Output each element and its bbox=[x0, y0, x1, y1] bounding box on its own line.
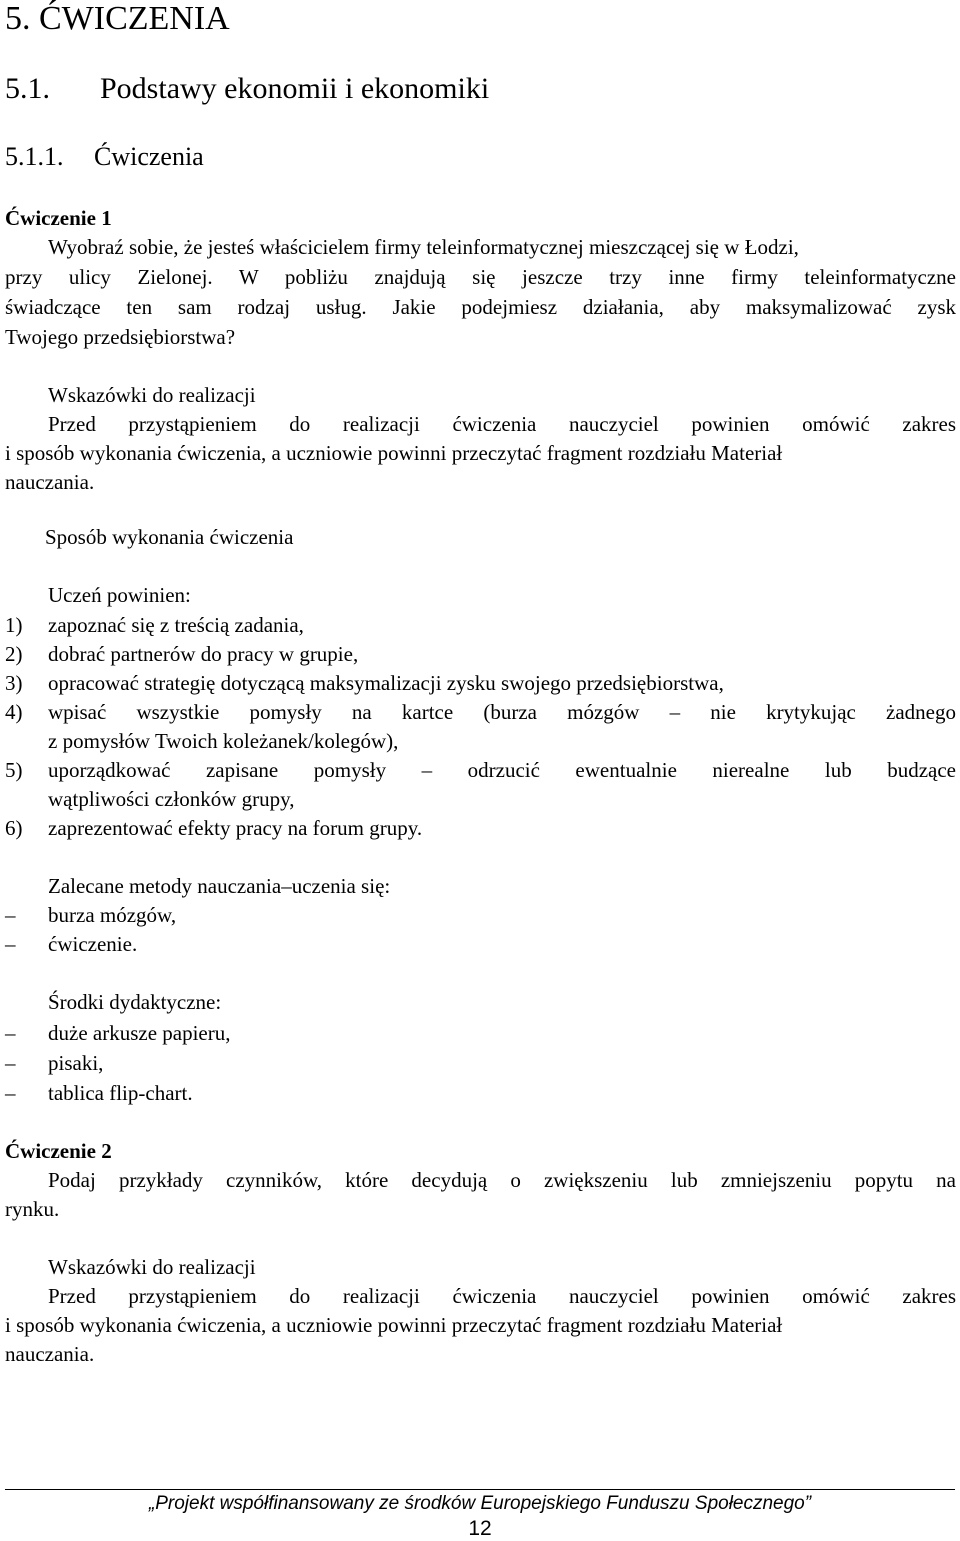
exercise-2-hints-line: Przed przystąpieniem do realizacji ćwiczenia nauczyciel powinien omówić zakres bbox=[48, 1284, 956, 1308]
exercise-1-hints-title: Wskazówki do realizacji bbox=[48, 383, 256, 407]
methods-title: Zalecane metody nauczania–uczenia się: bbox=[48, 874, 391, 898]
subsection-number: 5.1.1. bbox=[5, 142, 64, 171]
method-item: ćwiczenie. bbox=[48, 932, 138, 956]
section-number: 5.1. bbox=[5, 72, 50, 105]
bullet-dash: – bbox=[5, 1021, 16, 1045]
step-text: opracować strategię dotyczącą maksymalizacji zysku swojego przedsiębiorstwa, bbox=[48, 671, 724, 695]
exercise-2-hints-title: Wskazówki do realizacji bbox=[48, 1255, 256, 1279]
footer-divider bbox=[5, 1489, 955, 1490]
bullet-dash: – bbox=[5, 1081, 16, 1105]
step-number: 3) bbox=[5, 671, 23, 695]
step-text: dobrać partnerów do pracy w grupie, bbox=[48, 642, 359, 666]
exercise-2-title: Ćwiczenie 2 bbox=[5, 1139, 112, 1163]
step-number: 1) bbox=[5, 613, 23, 637]
page-number: 12 bbox=[468, 1517, 492, 1540]
aid-item: pisaki, bbox=[48, 1051, 104, 1075]
exercise-1-title: Ćwiczenie 1 bbox=[5, 206, 112, 230]
step-text: zaprezentować efekty pracy na forum grupy. bbox=[48, 816, 423, 840]
bullet-dash: – bbox=[5, 903, 16, 927]
exercise-1-hints-line: Przed przystąpieniem do realizacji ćwiczenia nauczyciel powinien omówić zakres bbox=[48, 412, 956, 436]
step-text: z pomysłów Twoich koleżanek/kolegów), bbox=[48, 729, 399, 753]
step-text: zapoznać się z treścią zadania, bbox=[48, 613, 304, 637]
exercise-1-task-line: Twojego przedsiębiorstwa? bbox=[5, 325, 236, 349]
exercise-2-hints-line: i sposób wykonania ćwiczenia, a uczniowie powinni przeczytać fragment rozdziału Materiał bbox=[5, 1313, 783, 1337]
chapter-title: 5. ĆWICZENIA bbox=[5, 0, 230, 37]
exercise-1-hints-line: nauczania. bbox=[5, 470, 95, 494]
step-number: 5) bbox=[5, 758, 23, 782]
bullet-dash: – bbox=[5, 1051, 16, 1075]
subsection-title: Ćwiczenia bbox=[94, 142, 204, 171]
bullet-dash: – bbox=[5, 932, 16, 956]
step-number: 2) bbox=[5, 642, 23, 666]
method-item: burza mózgów, bbox=[48, 903, 177, 927]
step-number: 6) bbox=[5, 816, 23, 840]
exercise-2-hints-line: nauczania. bbox=[5, 1342, 95, 1366]
step-text: wpisać wszystkie pomysły na kartce (burza mózgów – nie krytykując żadnego bbox=[48, 700, 956, 724]
student-intro: Uczeń powinien: bbox=[48, 583, 191, 607]
exercise-1-method-title: Sposób wykonania ćwiczenia bbox=[45, 525, 294, 549]
aids-title: Środki dydaktyczne: bbox=[48, 990, 222, 1014]
exercise-1-task-line: świadczące ten sam rodzaj usług. Jakie podejmiesz działania, aby maksymalizować zysk bbox=[5, 295, 956, 319]
aid-item: duże arkusze papieru, bbox=[48, 1021, 231, 1045]
exercise-1-task-line: Wyobraź sobie, że jesteś właścicielem firmy teleinformatycznej mieszczącej się w Łodzi, bbox=[48, 235, 799, 259]
section-title: Podstawy ekonomii i ekonomiki bbox=[100, 72, 490, 105]
step-text: uporządkować zapisane pomysły – odrzucić ewentualnie nierealne lub budzące bbox=[48, 758, 956, 782]
exercise-1-task-line: przy ulicy Zielonej. W pobliżu znajdują się jeszcze trzy inne firmy teleinformatyczne bbox=[5, 265, 956, 289]
step-number: 4) bbox=[5, 700, 23, 724]
aid-item: tablica flip-chart. bbox=[48, 1081, 193, 1105]
exercise-2-task-line: Podaj przykłady czynników, które decydują o zwiększeniu lub zmniejszeniu popytu na bbox=[48, 1168, 956, 1192]
footer-text: „Projekt współfinansowany ze środków Europejskiego Funduszu Społecznego” bbox=[148, 1493, 812, 1514]
step-text: wątpliwości członków grupy, bbox=[48, 787, 295, 811]
exercise-2-task-line: rynku. bbox=[5, 1197, 60, 1221]
exercise-1-hints-line: i sposób wykonania ćwiczenia, a uczniowie powinni przeczytać fragment rozdziału Materiał bbox=[5, 441, 783, 465]
